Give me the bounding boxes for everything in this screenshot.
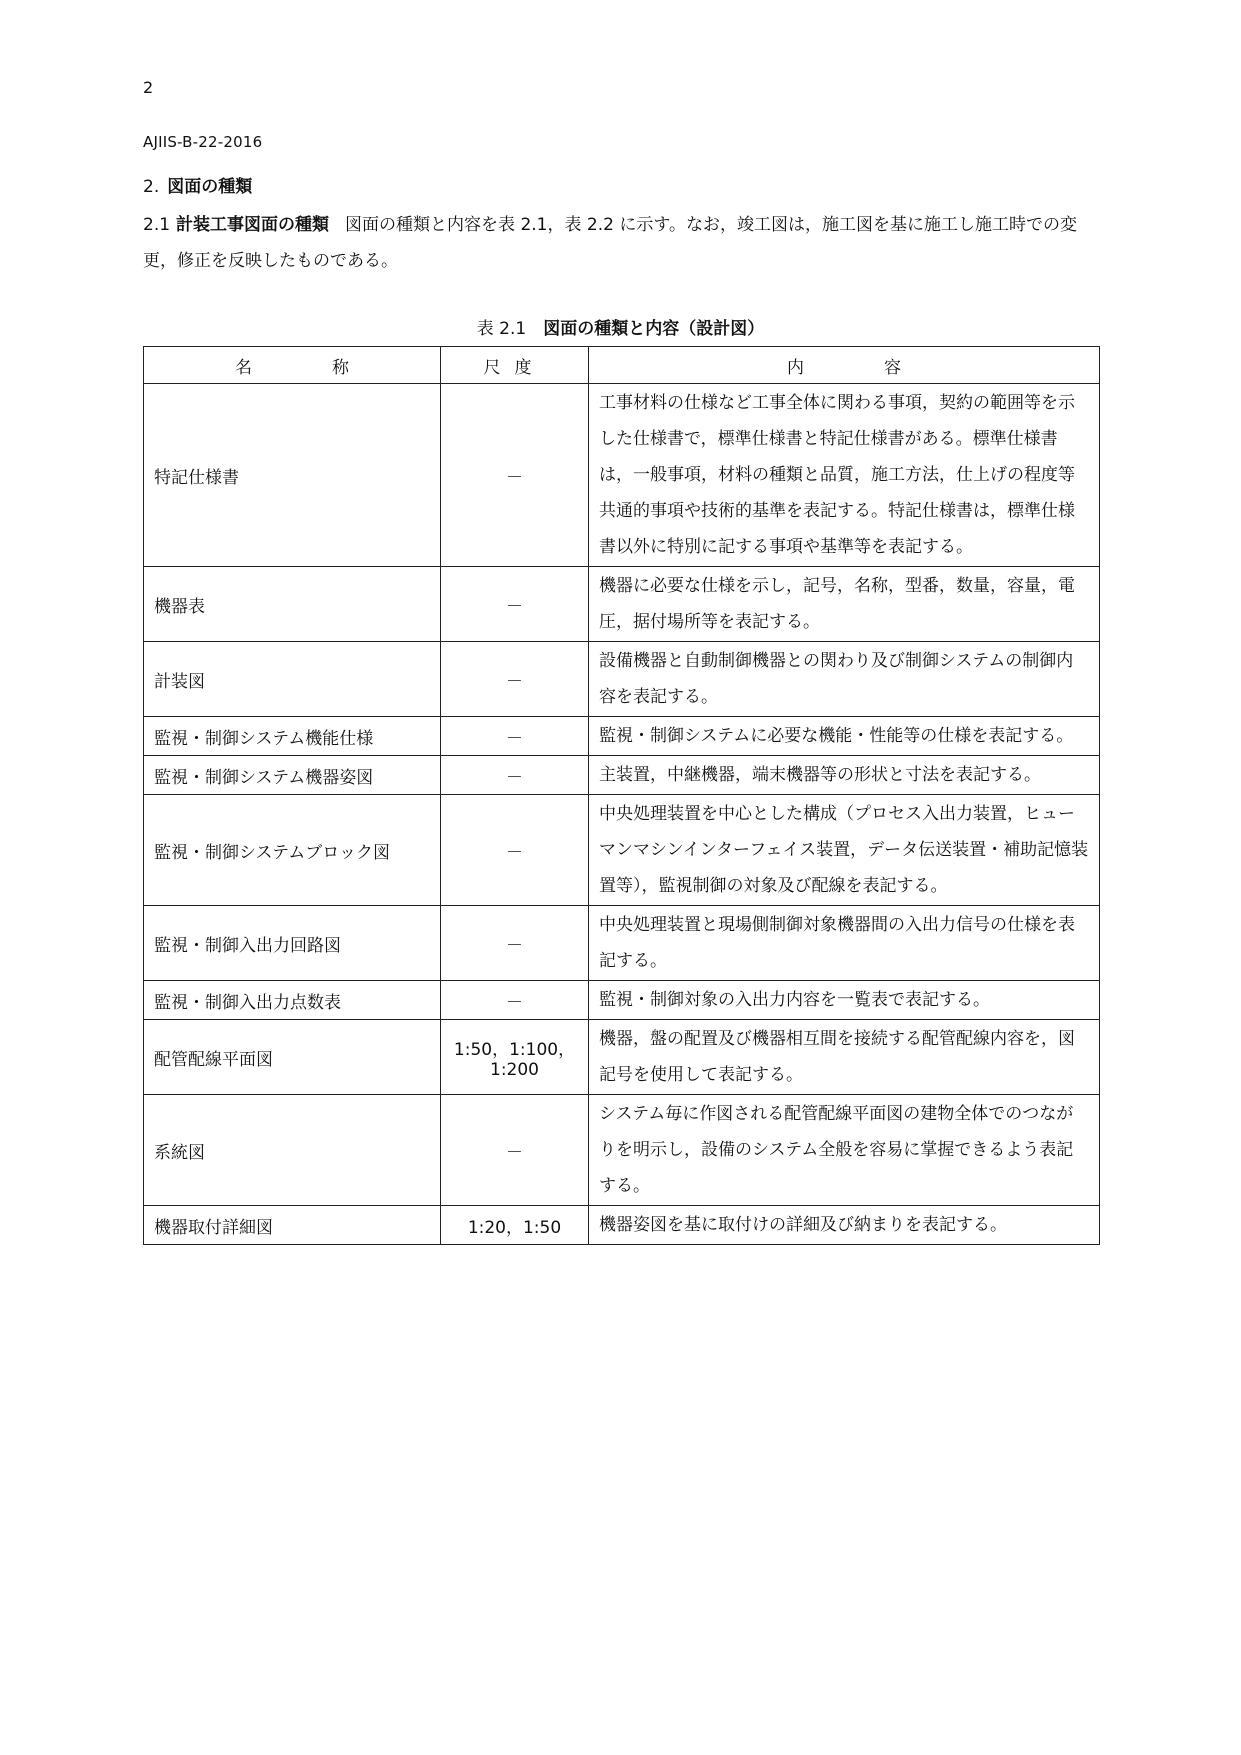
row-content: 中央処理装置を中心とした構成（プロセス入出力装置，ヒューマンマシンインターフェイス装置，データ伝送装置・補助記憶装置等），監視制御の対象及び配線を表記する。 <box>589 795 1100 906</box>
row-content: 監視・制御システムに必要な機能・性能等の仕様を表記する。 <box>589 717 1100 756</box>
row-scale: － <box>441 642 589 717</box>
row-name: 配管配線平面図 <box>144 1020 441 1095</box>
row-name: 監視・制御入出力回路図 <box>144 906 441 981</box>
paragraph-body: 図面の種類と内容を表 2.1，表 2.2 に示す。なお，竣工図は，施工図を基に施工し施工時での変更，修正を反映したものである。 <box>143 215 1077 271</box>
row-scale: － <box>441 567 589 642</box>
table-row <box>144 795 1100 906</box>
row-content: 工事材料の仕様など工事全体に関わる事項，契約の範囲等を示した仕様書で，標準仕様書と特記仕様書がある。標準仕様書は，一般事項，材料の種類と品質，施工方法，仕上げの程度等共通的事項や技術的基準を表記する。特記仕様書は，標準仕様書以外に特別に記する事項や基準等を表記する。 <box>589 384 1100 567</box>
row-name: 特記仕様書 <box>144 384 441 567</box>
table-caption-title: 図面の種類と内容（設計図） <box>543 319 765 339</box>
header-scale: 尺度 <box>441 347 589 384</box>
row-scale: － <box>441 384 589 567</box>
drawing-types-table <box>143 346 1100 1245</box>
row-content: 主装置，中継機器，端末機器等の形状と寸法を表記する。 <box>589 756 1100 795</box>
document-code: AJIIS-B-22-2016 <box>143 133 263 151</box>
section-title: 図面の種類 <box>167 177 253 197</box>
row-name: 計装図 <box>144 642 441 717</box>
row-name: 監視・制御システム機器姿図 <box>144 756 441 795</box>
table-row <box>144 384 1100 567</box>
row-scale: － <box>441 756 589 795</box>
paragraph-heading <box>143 215 329 235</box>
paragraph-number: 2.1 <box>143 215 171 235</box>
page-number: 2 <box>143 78 154 97</box>
table-row <box>144 756 1100 795</box>
paragraph-title: 計装工事図面の種類 <box>176 215 330 235</box>
table-row <box>144 1095 1100 1206</box>
section-heading <box>143 172 252 197</box>
table-caption-number: 表 2.1 <box>476 319 527 339</box>
table-row <box>144 1020 1100 1095</box>
row-scale: 1:20，1:50 <box>441 1206 589 1245</box>
row-content: 機器に必要な仕様を示し，記号，名称，型番，数量，容量，電圧，据付場所等を表記する。 <box>589 567 1100 642</box>
row-name: 監視・制御入出力点数表 <box>144 981 441 1020</box>
row-scale: － <box>441 906 589 981</box>
row-name: 機器取付詳細図 <box>144 1206 441 1245</box>
table-row <box>144 1206 1100 1245</box>
table-row <box>144 717 1100 756</box>
row-content: 中央処理装置と現場側制御対象機器間の入出力信号の仕様を表記する。 <box>589 906 1100 981</box>
section-number: 2. <box>143 177 160 197</box>
table-row <box>144 981 1100 1020</box>
table-row <box>144 642 1100 717</box>
table-row <box>144 567 1100 642</box>
row-content: 機器，盤の配置及び機器相互間を接続する配管配線内容を，図記号を使用して表記する。 <box>589 1020 1100 1095</box>
row-content: 設備機器と自動制御機器との関わり及び制御システムの制御内容を表記する。 <box>589 642 1100 717</box>
row-name: 系統図 <box>144 1095 441 1206</box>
row-scale: － <box>441 1095 589 1206</box>
row-content: 機器姿図を基に取付けの詳細及び納まりを表記する。 <box>589 1206 1100 1245</box>
row-name: 監視・制御システムブロック図 <box>144 795 441 906</box>
table-caption <box>143 314 1098 339</box>
row-name: 機器表 <box>144 567 441 642</box>
row-content: 監視・制御対象の入出力内容を一覧表で表記する。 <box>589 981 1100 1020</box>
row-scale: － <box>441 795 589 906</box>
header-name: 名称 <box>144 347 441 384</box>
row-scale: 1:50，1:100，1:200 <box>441 1020 589 1095</box>
row-content: システム毎に作図される配管配線平面図の建物全体でのつながりを明示し，設備のシステム全般を容易に掌握できるよう表記する。 <box>589 1095 1100 1206</box>
row-scale: － <box>441 717 589 756</box>
row-name: 監視・制御システム機能仕様 <box>144 717 441 756</box>
intro-paragraph <box>143 207 1103 279</box>
table-header-row <box>144 347 1100 384</box>
table-row <box>144 906 1100 981</box>
row-scale: － <box>441 981 589 1020</box>
header-content: 内容 <box>589 347 1100 384</box>
